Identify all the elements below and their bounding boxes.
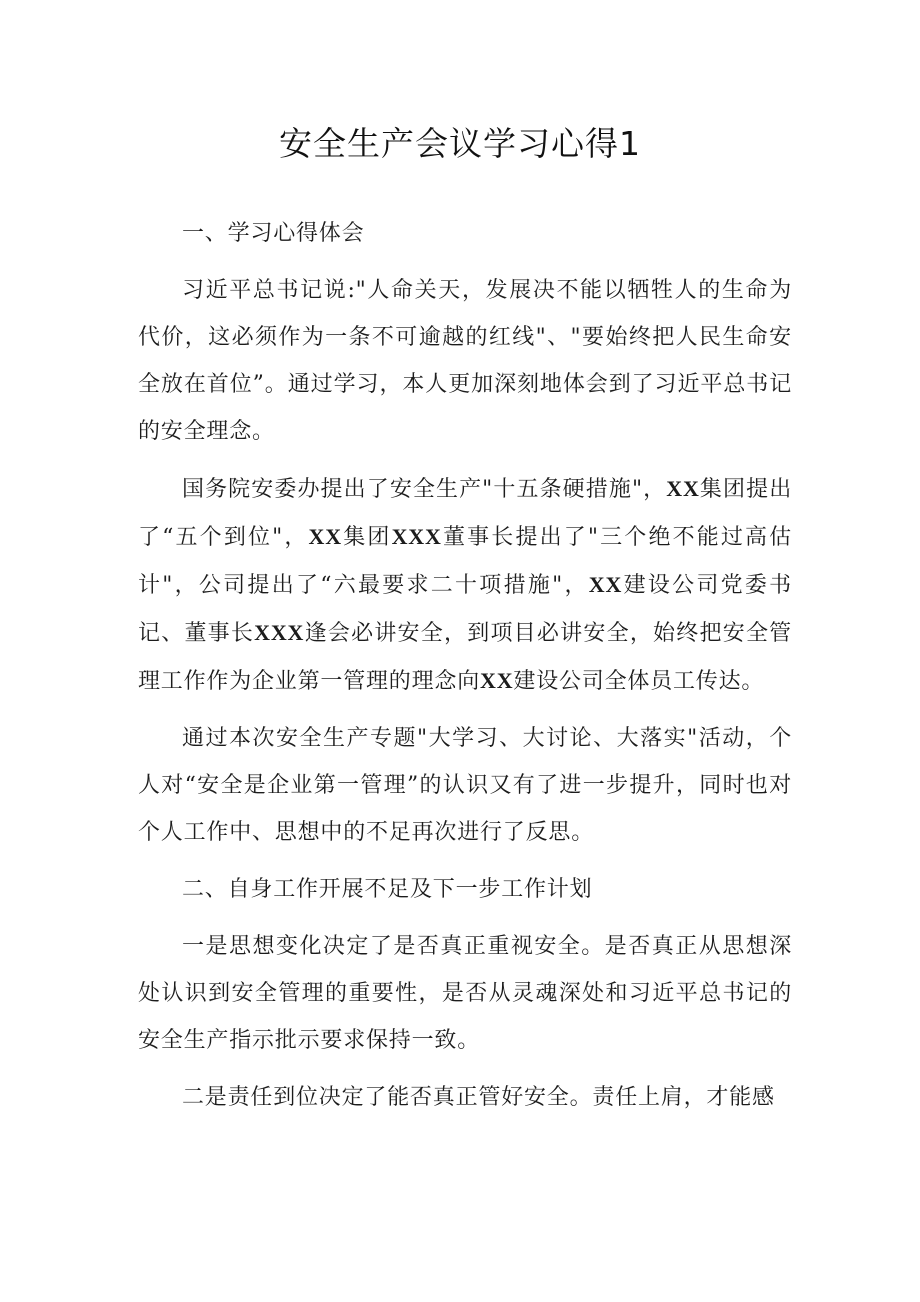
paragraph-4: 一是思想变化决定了是否真正重视安全。是否真正从思想深处认识到安全管理的重要性，是否从灵魂深处和习近平总书记的安全生产指示批示要求保持一致。 [138, 934, 792, 1053]
paragraph-2-text-7: 建设公司全体员工传达。 [513, 669, 765, 694]
placeholder-xx: XX [308, 524, 342, 549]
placeholder-xxx: XXX [391, 524, 442, 549]
placeholder-xx: XX [588, 572, 623, 597]
placeholder-xx: XX [666, 476, 700, 501]
placeholder-xx: XX [480, 668, 514, 693]
paragraph-2-text-6: 逢会必讲安全，到项目必讲安全，始终把安全管理工作作为企业第一管理的理念向 [138, 621, 792, 694]
paragraph-2-text-3: 集团 [341, 525, 392, 550]
document-body [138, 210, 792, 1131]
document-title: 安全生产会议学习心得1 [279, 124, 641, 163]
paragraph-3: 通过本次安全生产专题"大学习、大讨论、大落实"活动，个人对“安全是企业第一管理”的认识又有了进一步提升，同时也对个人工作中、思想中的不足再次进行了反思。 [138, 726, 792, 845]
paragraph-2-text-5: 建设公司党委书记、董事长 [138, 573, 792, 646]
placeholder-xxx: XXX [254, 620, 305, 645]
paragraph-2-text-1: 国务院安委办提出了安全生产"十五条硬措施"， [182, 477, 667, 502]
paragraph-2 [138, 465, 792, 705]
section-heading-2: 二、自身工作开展不足及下一步工作计划 [182, 877, 593, 902]
paragraph-2-text-4: 董事长提出了"三个绝不能过高估计"，公司提出了“六最要求二十项措施"， [138, 525, 792, 598]
paragraph-5: 二是责任到位决定了能否真正管好安全。责任上肩，才能感 [182, 1085, 775, 1110]
section-heading-1: 一、学习心得体会 [182, 221, 365, 246]
paragraph-2-text-2: 集团提出了“五个到位"， [138, 477, 793, 550]
paragraph-1: 习近平总书记说:"人命关天，发展决不能以牺牲人的生命为代价，这必须作为一条不可逾越的红线"、"要始终把人民生命安全放在首位”。通过学习，本人更加深刻地体会到了习近平总书记的安全理念。 [138, 278, 792, 444]
